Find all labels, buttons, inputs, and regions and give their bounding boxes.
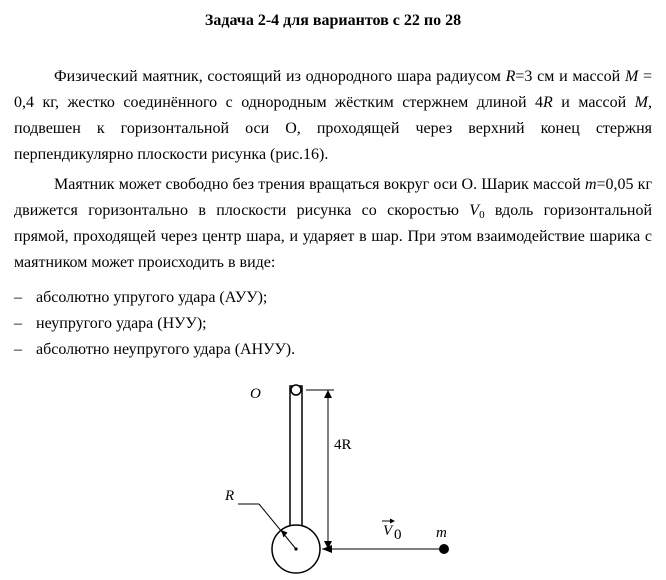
task-title: Задача 2-4 для вариантов с 22 по 28 xyxy=(204,12,462,29)
text: Физический маятник, состоящий из однородного шара радиусом xyxy=(54,68,506,85)
dimension-arrow-up xyxy=(324,390,332,398)
text: = 0,4 кг, жестко соединённого с однородным жёстким стержнем длиной 4 xyxy=(14,68,652,111)
label-R: R xyxy=(225,488,235,504)
text: =3 см и массой xyxy=(515,68,625,85)
text: , подвешен к горизонтальной оси О, проходящей через верхний конец стержня перпендикулярно плоскости рисунка (рис.16). xyxy=(14,94,652,163)
label-m: m xyxy=(436,525,447,541)
var-M: M xyxy=(624,68,639,85)
text: =0,05 кг движется горизонтально в плоскости рисунка со скоростью xyxy=(14,176,653,219)
list-item-text: абсолютно упругого удара (АУУ); xyxy=(36,289,268,306)
label-4R: 4R xyxy=(334,437,352,453)
dash: – xyxy=(14,341,22,358)
dash: – xyxy=(14,289,22,306)
list-item-text: неупругого удара (НУУ); xyxy=(36,315,207,332)
var-R: R xyxy=(505,68,516,85)
rod xyxy=(290,386,302,533)
label-O: O xyxy=(250,386,261,402)
var-R: R xyxy=(543,94,553,111)
label-V-sub: 0 xyxy=(394,527,402,543)
text: вдоль горизонтальной прямой, проходящей через центр шара, и ударяет в шар. При этом взаимодействие шарика с маятником может происходить в виде: xyxy=(14,202,653,271)
small-ball-m xyxy=(439,544,449,554)
var-V: V xyxy=(469,202,480,219)
label-V: V xyxy=(383,523,393,539)
list-item-text: абсолютно неупругого удара (АНУУ). xyxy=(36,341,296,358)
text: и массой xyxy=(552,94,635,111)
var-M: M xyxy=(634,94,648,111)
text: Маятник может свободно без трения вращаться вокруг оси О. Шарик массой xyxy=(54,176,585,193)
pivot-axis xyxy=(291,385,301,395)
dash: – xyxy=(14,315,22,332)
var-m: m xyxy=(584,176,597,193)
var-V-subscript: 0 xyxy=(479,209,485,221)
